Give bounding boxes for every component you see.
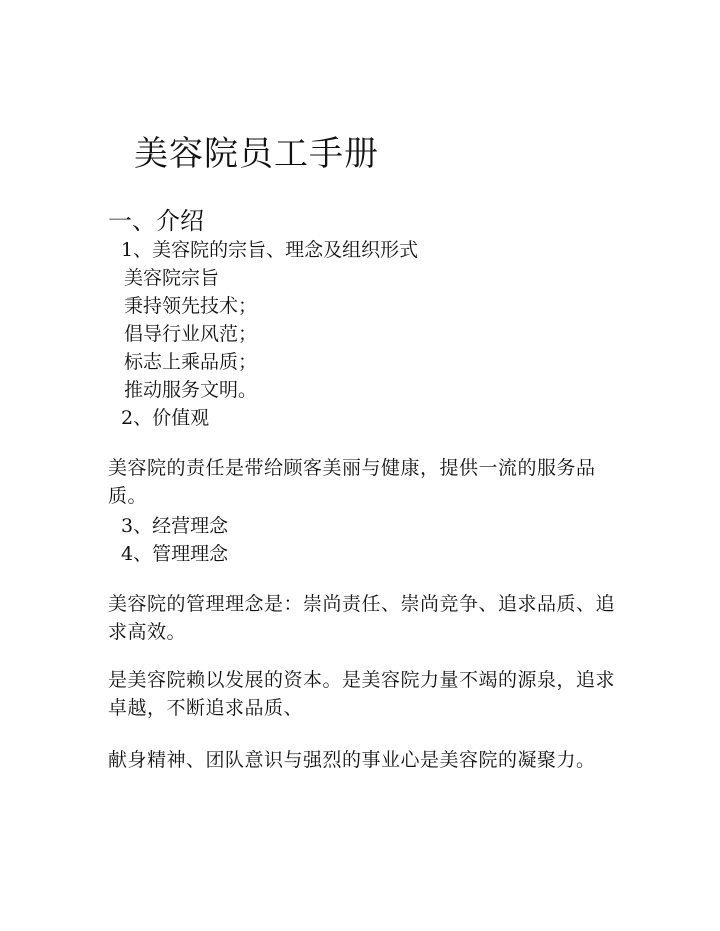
paragraph-capital: 是美容院赖以发展的资本。是美容院力量不竭的源泉，追求卓越，不断追求品质、 (108, 669, 616, 719)
section-heading-introduction: 一、介绍 (108, 207, 204, 235)
purpose-line-1: 秉持领先技术； (124, 295, 258, 317)
purpose-line-2: 倡导行业风范； (124, 323, 258, 345)
paragraph-responsibility: 美容院的责任是带给顾客美丽与健康，提供一流的服务品质。 (108, 457, 596, 507)
paragraph-cohesion: 献身精神、团队意识与强烈的事业心是美容院的凝聚力。 (108, 749, 596, 771)
purpose-line-4: 推动服务文明。 (124, 379, 258, 401)
purpose-label: 美容院宗旨 (124, 267, 220, 289)
item-values-heading: 2、价值观 (121, 407, 210, 429)
purpose-line-3: 标志上乘品质； (124, 351, 258, 373)
item-business-philosophy-heading: 3、经营理念 (121, 515, 229, 537)
paragraph-management-philosophy: 美容院的管理理念是：崇尚责任、崇尚竞争、追求品质、追求高效。 (108, 593, 616, 643)
item-purpose-heading: 1、美容院的宗旨、理念及组织形式 (121, 239, 419, 261)
document-title: 美容院员工手册 (134, 134, 379, 174)
item-management-philosophy-heading: 4、管理理念 (121, 543, 229, 565)
